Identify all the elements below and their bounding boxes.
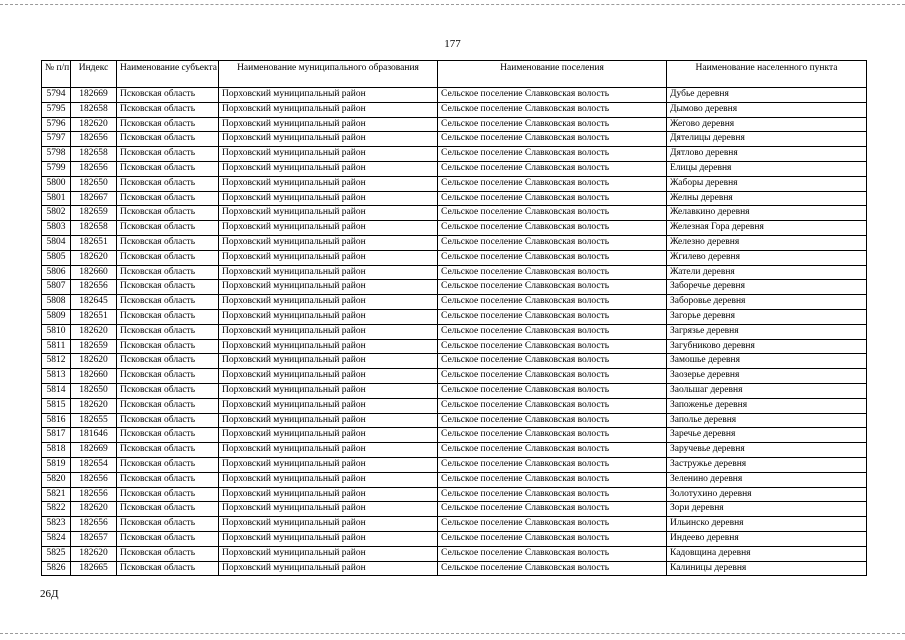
locality-name: Калиницы деревня — [667, 561, 867, 576]
municipality-name: Порховский муниципальный район — [219, 206, 438, 221]
row-num: 5810 — [42, 324, 71, 339]
table-row — [42, 472, 867, 487]
row-num: 5816 — [42, 413, 71, 428]
subject-name: Псковская область — [117, 546, 219, 561]
table-row — [42, 324, 867, 339]
postal-index: 182667 — [71, 191, 117, 206]
municipality-name: Порховский муниципальный район — [219, 309, 438, 324]
settlement-name: Сельское поселение Славковская волость — [438, 517, 667, 532]
municipality-name: Порховский муниципальный район — [219, 398, 438, 413]
row-num: 5798 — [42, 147, 71, 162]
locality-name: Заборечье деревня — [667, 280, 867, 295]
locality-name: Заольшаг деревня — [667, 383, 867, 398]
postal-index: 182620 — [71, 250, 117, 265]
locality-name: Жегово деревня — [667, 117, 867, 132]
locality-name: Железно деревня — [667, 235, 867, 250]
postal-index: 182620 — [71, 546, 117, 561]
row-num: 5826 — [42, 561, 71, 576]
settlement-name: Сельское поселение Славковская волость — [438, 383, 667, 398]
settlement-name: Сельское поселение Славковская волость — [438, 531, 667, 546]
municipality-name: Порховский муниципальный район — [219, 235, 438, 250]
municipality-name: Порховский муниципальный район — [219, 502, 438, 517]
municipality-name: Порховский муниципальный район — [219, 117, 438, 132]
postal-index: 182665 — [71, 561, 117, 576]
row-num: 5805 — [42, 250, 71, 265]
postal-index: 182620 — [71, 117, 117, 132]
postal-index: 182650 — [71, 383, 117, 398]
subject-name: Псковская область — [117, 517, 219, 532]
locality-name: Заручевье деревня — [667, 443, 867, 458]
settlement-name: Сельское поселение Славковская волость — [438, 413, 667, 428]
locality-name: Заозерье деревня — [667, 369, 867, 384]
row-num: 5815 — [42, 398, 71, 413]
subject-name: Псковская область — [117, 265, 219, 280]
settlement-name: Сельское поселение Славковская волость — [438, 561, 667, 576]
postal-index: 182658 — [71, 221, 117, 236]
locality-name: Жаборы деревня — [667, 176, 867, 191]
postal-index: 182658 — [71, 147, 117, 162]
postal-index: 182620 — [71, 398, 117, 413]
subject-name: Псковская область — [117, 191, 219, 206]
table-row — [42, 117, 867, 132]
scan-edge-bottom — [0, 633, 905, 634]
table-row — [42, 161, 867, 176]
subject-name: Псковская область — [117, 443, 219, 458]
table-row — [42, 250, 867, 265]
table-row — [42, 235, 867, 250]
subject-name: Псковская область — [117, 428, 219, 443]
postal-index: 182656 — [71, 517, 117, 532]
table-body — [42, 88, 867, 576]
row-num: 5814 — [42, 383, 71, 398]
table-row — [42, 102, 867, 117]
row-num: 5803 — [42, 221, 71, 236]
row-num: 5823 — [42, 517, 71, 532]
subject-name: Псковская область — [117, 295, 219, 310]
subject-name: Псковская область — [117, 531, 219, 546]
municipality-name: Порховский муниципальный район — [219, 250, 438, 265]
municipality-name: Порховский муниципальный район — [219, 443, 438, 458]
subject-name: Псковская область — [117, 117, 219, 132]
postal-index: 182651 — [71, 235, 117, 250]
row-num: 5822 — [42, 502, 71, 517]
municipality-name: Порховский муниципальный район — [219, 88, 438, 103]
postal-index: 182645 — [71, 295, 117, 310]
table-row — [42, 221, 867, 236]
municipality-name: Порховский муниципальный район — [219, 517, 438, 532]
table-row — [42, 398, 867, 413]
row-num: 5817 — [42, 428, 71, 443]
settlement-name: Сельское поселение Славковская волость — [438, 147, 667, 162]
table-row — [42, 147, 867, 162]
row-num: 5807 — [42, 280, 71, 295]
table-row — [42, 428, 867, 443]
locality-name: Железная Гора деревня — [667, 221, 867, 236]
subject-name: Псковская область — [117, 354, 219, 369]
subject-name: Псковская область — [117, 561, 219, 576]
locality-name: Загубниково деревня — [667, 339, 867, 354]
postal-index: 182656 — [71, 132, 117, 147]
locality-name: Заборовье деревня — [667, 295, 867, 310]
settlement-name: Сельское поселение Славковская волость — [438, 102, 667, 117]
postal-index: 182655 — [71, 413, 117, 428]
postal-index: 182620 — [71, 324, 117, 339]
municipality-name: Порховский муниципальный район — [219, 295, 438, 310]
municipality-name: Порховский муниципальный район — [219, 369, 438, 384]
subject-name: Псковская область — [117, 324, 219, 339]
settlement-name: Сельское поселение Славковская волость — [438, 295, 667, 310]
table-row — [42, 309, 867, 324]
settlement-name: Сельское поселение Славковская волость — [438, 280, 667, 295]
locality-name: Зори деревня — [667, 502, 867, 517]
subject-name: Псковская область — [117, 147, 219, 162]
row-num: 5821 — [42, 487, 71, 502]
row-num: 5808 — [42, 295, 71, 310]
subject-name: Псковская область — [117, 398, 219, 413]
subject-name: Псковская область — [117, 250, 219, 265]
header-subject: Наименование субъекта — [117, 61, 219, 88]
settlement-name: Сельское поселение Славковская волость — [438, 369, 667, 384]
table-row — [42, 339, 867, 354]
municipality-name: Порховский муниципальный район — [219, 546, 438, 561]
table-row — [42, 369, 867, 384]
subject-name: Псковская область — [117, 383, 219, 398]
locality-name: Дымово деревня — [667, 102, 867, 117]
subject-name: Псковская область — [117, 221, 219, 236]
locality-name: Загрязье деревня — [667, 324, 867, 339]
subject-name: Псковская область — [117, 176, 219, 191]
settlement-name: Сельское поселение Славковская волость — [438, 309, 667, 324]
postal-index: 182651 — [71, 309, 117, 324]
table-row — [42, 191, 867, 206]
postal-index: 182654 — [71, 457, 117, 472]
postal-index: 182656 — [71, 280, 117, 295]
municipality-name: Порховский муниципальный район — [219, 472, 438, 487]
subject-name: Псковская область — [117, 487, 219, 502]
postal-index: 182658 — [71, 102, 117, 117]
subject-name: Псковская область — [117, 206, 219, 221]
settlement-name: Сельское поселение Славковская волость — [438, 324, 667, 339]
row-num: 5825 — [42, 546, 71, 561]
postal-index: 182657 — [71, 531, 117, 546]
row-num: 5796 — [42, 117, 71, 132]
settlement-name: Сельское поселение Славковская волость — [438, 235, 667, 250]
page-number: 177 — [444, 38, 461, 50]
row-num: 5801 — [42, 191, 71, 206]
row-num: 5797 — [42, 132, 71, 147]
settlement-name: Сельское поселение Славковская волость — [438, 88, 667, 103]
subject-name: Псковская область — [117, 309, 219, 324]
settlement-name: Сельское поселение Славковская волость — [438, 250, 667, 265]
postal-index: 182669 — [71, 443, 117, 458]
postal-index: 182659 — [71, 339, 117, 354]
subject-name: Псковская область — [117, 235, 219, 250]
table-header-row — [42, 61, 867, 88]
table-row — [42, 487, 867, 502]
table-row — [42, 517, 867, 532]
settlements-table — [41, 60, 867, 576]
settlement-name: Сельское поселение Славковская волость — [438, 546, 667, 561]
postal-index: 182620 — [71, 502, 117, 517]
subject-name: Псковская область — [117, 161, 219, 176]
municipality-name: Порховский муниципальный район — [219, 457, 438, 472]
header-municipality: Наименование муниципального образования — [219, 61, 438, 88]
settlement-name: Сельское поселение Славковская волость — [438, 117, 667, 132]
locality-name: Желавкино деревня — [667, 206, 867, 221]
row-num: 5813 — [42, 369, 71, 384]
municipality-name: Порховский муниципальный район — [219, 102, 438, 117]
municipality-name: Порховский муниципальный район — [219, 176, 438, 191]
row-num: 5795 — [42, 102, 71, 117]
settlement-name: Сельское поселение Славковская волость — [438, 443, 667, 458]
subject-name: Псковская область — [117, 457, 219, 472]
locality-name: Дятелицы деревня — [667, 132, 867, 147]
municipality-name: Порховский муниципальный район — [219, 354, 438, 369]
locality-name: Желны деревня — [667, 191, 867, 206]
row-num: 5819 — [42, 457, 71, 472]
settlement-name: Сельское поселение Славковская волость — [438, 221, 667, 236]
table-row — [42, 383, 867, 398]
municipality-name: Порховский муниципальный район — [219, 413, 438, 428]
municipality-name: Порховский муниципальный район — [219, 383, 438, 398]
postal-index: 182660 — [71, 369, 117, 384]
header-settlement: Наименование поселения — [438, 61, 667, 88]
row-num: 5804 — [42, 235, 71, 250]
municipality-name: Порховский муниципальный район — [219, 161, 438, 176]
subject-name: Псковская область — [117, 280, 219, 295]
subject-name: Псковская область — [117, 102, 219, 117]
row-num: 5824 — [42, 531, 71, 546]
subject-name: Псковская область — [117, 502, 219, 517]
table-row — [42, 295, 867, 310]
table-row — [42, 561, 867, 576]
row-num: 5806 — [42, 265, 71, 280]
row-num: 5812 — [42, 354, 71, 369]
postal-index: 182659 — [71, 206, 117, 221]
municipality-name: Порховский муниципальный район — [219, 428, 438, 443]
locality-name: Дятлово деревня — [667, 147, 867, 162]
row-num: 5794 — [42, 88, 71, 103]
locality-name: Ильинско деревня — [667, 517, 867, 532]
locality-name: Загорье деревня — [667, 309, 867, 324]
locality-name: Замошье деревня — [667, 354, 867, 369]
locality-name: Кадовщина деревня — [667, 546, 867, 561]
table-row — [42, 88, 867, 103]
table-row — [42, 354, 867, 369]
table-row — [42, 280, 867, 295]
locality-name: Дубье деревня — [667, 88, 867, 103]
table-row — [42, 443, 867, 458]
locality-name: Жатели деревня — [667, 265, 867, 280]
table-row — [42, 413, 867, 428]
subject-name: Псковская область — [117, 132, 219, 147]
settlement-name: Сельское поселение Славковская волость — [438, 191, 667, 206]
row-num: 5800 — [42, 176, 71, 191]
header-index: Индекс — [71, 61, 117, 88]
document-code: 26Д — [40, 588, 59, 600]
municipality-name: Порховский муниципальный район — [219, 324, 438, 339]
locality-name: Заречье деревня — [667, 428, 867, 443]
subject-name: Псковская область — [117, 339, 219, 354]
locality-name: Золотухино деревня — [667, 487, 867, 502]
header-locality: Наименование населенного пункта — [667, 61, 867, 88]
municipality-name: Порховский муниципальный район — [219, 221, 438, 236]
postal-index: 182620 — [71, 354, 117, 369]
table-row — [42, 546, 867, 561]
postal-index: 181646 — [71, 428, 117, 443]
municipality-name: Порховский муниципальный район — [219, 339, 438, 354]
locality-name: Индеево деревня — [667, 531, 867, 546]
municipality-name: Порховский муниципальный район — [219, 561, 438, 576]
row-num: 5811 — [42, 339, 71, 354]
municipality-name: Порховский муниципальный район — [219, 132, 438, 147]
postal-index: 182669 — [71, 88, 117, 103]
row-num: 5809 — [42, 309, 71, 324]
row-num: 5820 — [42, 472, 71, 487]
row-num: 5818 — [42, 443, 71, 458]
table-row — [42, 502, 867, 517]
settlement-name: Сельское поселение Славковская волость — [438, 354, 667, 369]
settlement-name: Сельское поселение Славковская волость — [438, 161, 667, 176]
table-row — [42, 531, 867, 546]
settlement-name: Сельское поселение Славковская волость — [438, 472, 667, 487]
municipality-name: Порховский муниципальный район — [219, 487, 438, 502]
settlement-name: Сельское поселение Славковская волость — [438, 487, 667, 502]
row-num: 5802 — [42, 206, 71, 221]
settlement-name: Сельское поселение Славковская волость — [438, 428, 667, 443]
settlement-name: Сельское поселение Славковская волость — [438, 206, 667, 221]
table-row — [42, 176, 867, 191]
table-row — [42, 457, 867, 472]
header-num: № п/п — [42, 61, 71, 88]
settlement-name: Сельское поселение Славковская волость — [438, 339, 667, 354]
municipality-name: Порховский муниципальный район — [219, 265, 438, 280]
settlement-name: Сельское поселение Славковская волость — [438, 457, 667, 472]
locality-name: Застружье деревня — [667, 457, 867, 472]
locality-name: Елицы деревня — [667, 161, 867, 176]
settlement-name: Сельское поселение Славковская волость — [438, 132, 667, 147]
locality-name: Жгилево деревня — [667, 250, 867, 265]
subject-name: Псковская область — [117, 369, 219, 384]
municipality-name: Порховский муниципальный район — [219, 147, 438, 162]
postal-index: 182656 — [71, 472, 117, 487]
subject-name: Псковская область — [117, 413, 219, 428]
subject-name: Псковская область — [117, 472, 219, 487]
table-row — [42, 265, 867, 280]
settlement-name: Сельское поселение Славковская волость — [438, 398, 667, 413]
subject-name: Псковская область — [117, 88, 219, 103]
locality-name: Зеленино деревня — [667, 472, 867, 487]
settlement-name: Сельское поселение Славковская волость — [438, 265, 667, 280]
settlement-name: Сельское поселение Славковская волость — [438, 176, 667, 191]
row-num: 5799 — [42, 161, 71, 176]
settlement-name: Сельское поселение Славковская волость — [438, 502, 667, 517]
table-row — [42, 132, 867, 147]
postal-index: 182650 — [71, 176, 117, 191]
table-row — [42, 206, 867, 221]
postal-index: 182656 — [71, 487, 117, 502]
locality-name: Заполье деревня — [667, 413, 867, 428]
postal-index: 182660 — [71, 265, 117, 280]
locality-name: Запоженье деревня — [667, 398, 867, 413]
municipality-name: Порховский муниципальный район — [219, 191, 438, 206]
municipality-name: Порховский муниципальный район — [219, 280, 438, 295]
municipality-name: Порховский муниципальный район — [219, 531, 438, 546]
scan-edge-top — [0, 4, 905, 5]
postal-index: 182656 — [71, 161, 117, 176]
